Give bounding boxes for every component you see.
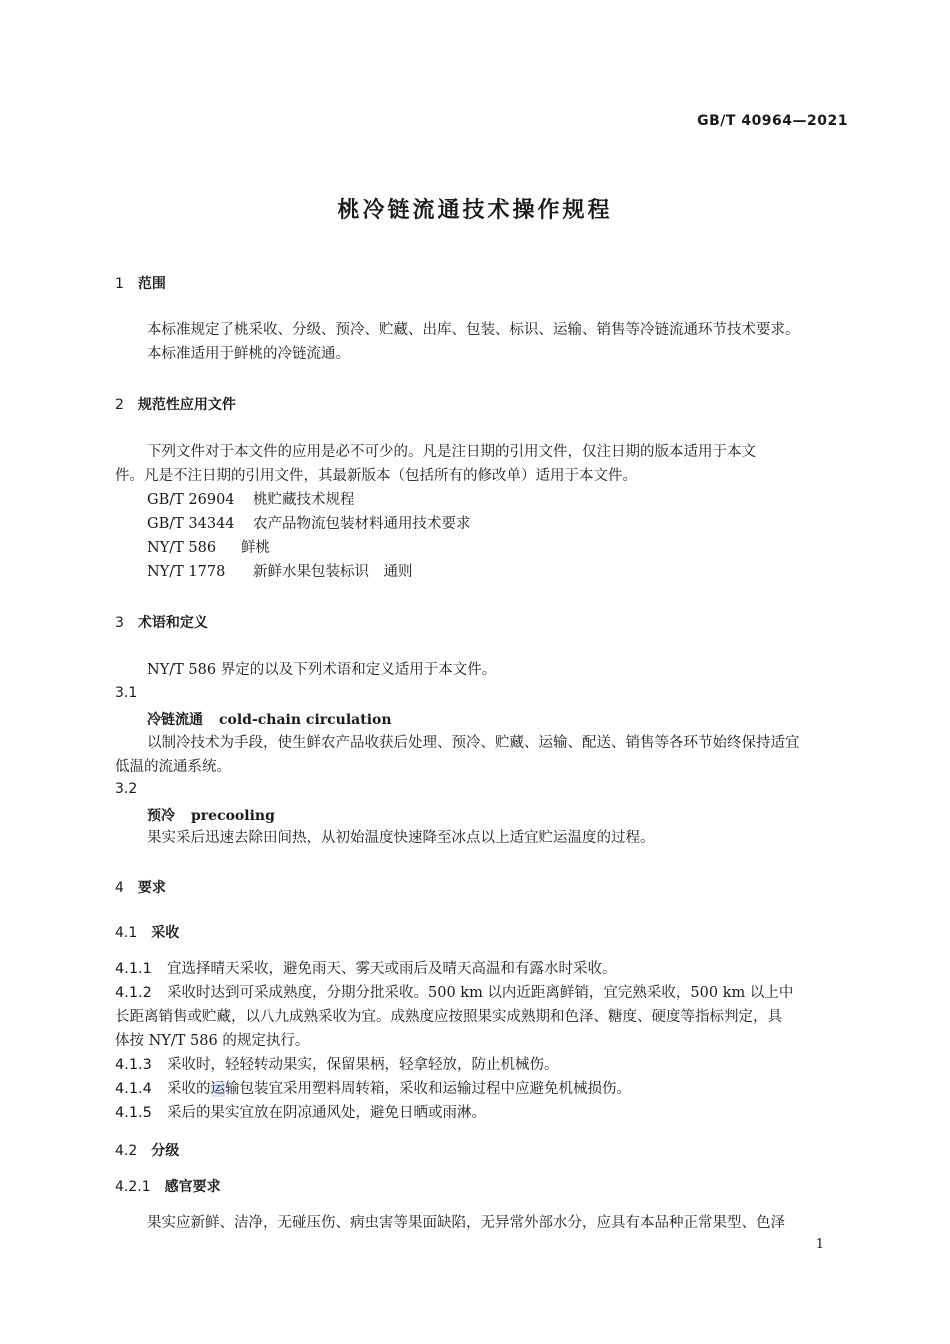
clause-text: 输包装宜采用塑料周转箱，采收和运输过程中应避免机械损伤。 [225, 1081, 631, 1097]
reference-title: 桃贮藏技术规程 [253, 492, 355, 508]
clause-text: 采收时达到可采成熟度，分期分批采收。500 km 以内近距离鲜销，宜完熟采收，500 km 以上中 [167, 985, 794, 1001]
subsection-title: 感官要求 [164, 1179, 221, 1195]
reference-code: NY/T 1778 [147, 564, 226, 580]
clause [115, 1053, 850, 1077]
paragraph: 下列文件对于本文件的应用是必不可少的。凡是注日期的引用文件，仅注日期的版本适用于本文 [147, 444, 756, 460]
paragraph: 本标准适用于鲜桃的冷链流通。 [147, 346, 350, 362]
section-number: 2 [115, 397, 124, 413]
subsection-heading [115, 1140, 179, 1160]
term-number: 3.1 [115, 685, 138, 701]
subsection-title: 分级 [151, 1143, 180, 1159]
reference-code: GB/T 26904 [147, 492, 235, 508]
section-number: 1 [115, 276, 124, 292]
clause [115, 1101, 850, 1125]
clause-text: 采后的果实宜放在阴凉通风处，避免日晒或雨淋。 [167, 1105, 486, 1121]
section-2-heading [115, 394, 236, 414]
subsection-number: 4.2.1 [115, 1179, 151, 1195]
subsection-heading [115, 1176, 221, 1196]
paragraph: 本标准规定了桃采收、分级、预冷、贮藏、出库、包装、标识、运输、销售等冷链流通环节技术要求。 [147, 322, 800, 338]
clause-text: 宜选择晴天采收，避免雨天、雾天或雨后及晴天高温和有露水时采收。 [167, 961, 617, 977]
clause [115, 957, 850, 981]
term-definition: 低温的流通系统。 [115, 759, 231, 775]
term-definition: 果实采后迅速去除田间热，从初始温度快速降至冰点以上适宜贮运温度的过程。 [147, 830, 655, 846]
clause [115, 981, 850, 1005]
clause-text: 采收时，轻轻转动果实，保留果柄，轻拿轻放，防止机械伤。 [167, 1057, 559, 1073]
reference-item [147, 560, 850, 584]
reference-title: 鲜桃 [241, 540, 270, 556]
subsection-title: 采收 [151, 925, 180, 941]
subsection-number: 4.1 [115, 925, 138, 941]
paragraph: NY/T 586 界定的以及下列术语和定义适用于本文件。 [147, 662, 497, 678]
term-english: precooling [191, 808, 275, 824]
section-1-heading [115, 273, 166, 293]
reference-title: 新鲜水果包装标识 通则 [253, 564, 413, 580]
paragraph: 件。凡是不注日期的引用文件，其最新版本（包括所有的修改单）适用于本文件。 [115, 468, 637, 484]
clause-number: 4.1.1 [115, 961, 152, 977]
term-entry [147, 709, 392, 729]
term-number: 3.2 [115, 781, 138, 797]
term-entry [147, 805, 275, 825]
clause-number: 4.1.5 [115, 1105, 152, 1121]
section-number: 4 [115, 880, 124, 896]
clause [115, 1077, 850, 1101]
reference-code: GB/T 34344 [147, 516, 235, 532]
section-title: 范围 [137, 276, 166, 292]
reference-code: NY/T 586 [147, 540, 217, 556]
term-english: cold-chain circulation [219, 712, 392, 728]
section-number: 3 [115, 615, 124, 631]
clause-number: 4.1.3 [115, 1057, 152, 1073]
highlighted-text: 运 [210, 1081, 225, 1097]
clause-text: 长距离销售或贮藏，以八九成熟采收为宜。成熟度应按照果实成熟期和色泽、糖度、硬度等指标判定，具 [115, 1009, 782, 1025]
subsection-heading [115, 922, 179, 942]
section-4-heading [115, 877, 166, 897]
reference-title: 农产品物流包装材料通用技术要求 [253, 516, 471, 532]
clause-number: 4.1.2 [115, 985, 152, 1001]
section-title: 术语和定义 [137, 615, 208, 631]
term-chinese: 预冷 [147, 808, 175, 824]
standard-code: GB/T 40964—2021 [697, 113, 848, 129]
page-number: 1 [815, 1237, 824, 1252]
clause-text: 采收的 [167, 1081, 211, 1097]
term-definition: 以制冷技术为手段，使生鲜农产品收获后处理、预冷、贮藏、运输、配送、销售等各环节始终保持适宜 [147, 735, 800, 751]
reference-item [147, 512, 850, 536]
section-title: 要求 [137, 880, 166, 896]
clause-text: 体按 NY/T 586 的规定执行。 [115, 1033, 310, 1049]
section-title: 规范性应用文件 [137, 397, 236, 413]
paragraph: 果实应新鲜、洁净，无碰压伤、病虫害等果面缺陷，无异常外部水分，应具有本品种正常果型、色泽 [147, 1215, 785, 1231]
reference-item [147, 488, 850, 512]
reference-item [147, 536, 850, 560]
document-title: 桃冷链流通技术操作规程 [337, 198, 613, 223]
section-3-heading [115, 612, 208, 632]
clause-number: 4.1.4 [115, 1081, 152, 1097]
term-chinese: 冷链流通 [147, 712, 203, 728]
subsection-number: 4.2 [115, 1143, 138, 1159]
